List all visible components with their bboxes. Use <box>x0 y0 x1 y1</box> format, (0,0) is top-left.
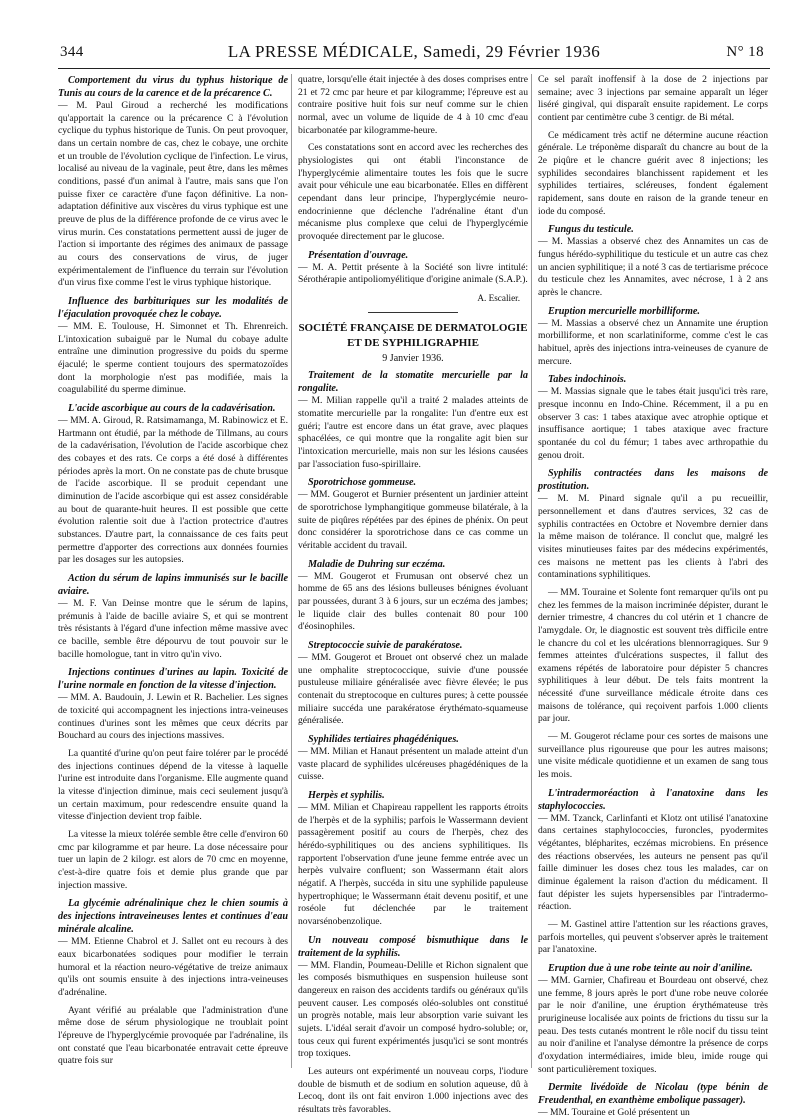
article <box>58 829 288 892</box>
article-body: — MM. E. Toulouse, H. Simonnet et Th. Ehrenreich. L'intoxication subaiguë par le Numal du cobaye adulte entraîne une diminution progressive du poids du sperme éjaculé; le sperme contient toujours des spermatozoïdes dont la morphologie n'est pas modifiée, mais la coagulabilité du sperme diminue. <box>58 321 288 396</box>
article-body: — MM. Touraine et Solente font remarquer qu'ils ont pu chez les femmes de la maison incriminée dépister, durant le dernier trimestre, 4 chancres du col utérin et 1 chancre de l'amygdale. Or, le diagnostic est souvent très difficile entre le chancre du col et les ulcérations blennorragiques. Sur 9 femmes atteintes d'ulcérations suspectes, il fallut des examens répétés de laboratoire pour dépister 5 chancres syphilitiques à leur début. De tels faits montrent la nécessité d'une surveillance médicale étroite dans ces maisons de tolérance, qui reçoivent parfois 1.000 clients par jour. <box>538 586 768 725</box>
article <box>58 666 288 743</box>
article <box>538 962 768 1076</box>
article <box>58 572 288 661</box>
column-2 <box>298 74 528 1115</box>
article-body: — MM. Milian et Chapireau rappellent les rapports étroits de l'herpès et de la syphilis; parfois le Wassermann devient passagèrement positif au cours de l'herpès, chez des hérédo-syphilitiques ou des anciens syphilitiques. Ils rapportent l'observation d'une jeune femme entrée avec un herpès vulvaire confluent; son Wassermann était alors négatif. A l'herpès, succéda in situ une syphilide papuleuse hypertrophique; le Wassermann était devenu positif, et une roséole fut déclenchée par le traitement novarsénobenzolique. <box>298 801 528 927</box>
article-body: — M. Gastinel attire l'attention sur les réactions graves, parfois mortelles, qui peuvent s'observer après le traitement par l'anatoxine. <box>538 919 768 956</box>
article <box>58 897 288 999</box>
page-header <box>58 40 770 69</box>
article <box>58 1005 288 1068</box>
article-body: quatre, lorsqu'elle était injectée à des doses comprises entre 21 et 72 cmc par heure et par kilogramme; l'épreuve est au contraire positive huit fois sur neuf comme sur le chien normal, avec un volume de liquide de 4 à 10 cmc d'eau bicarbonatée par kilogramme-heure. <box>298 74 528 136</box>
article-heading: Injections continues d'urines au lapin. Toxicité de l'urine normale en fonction de la vitesse d'injection. <box>58 667 288 692</box>
article <box>298 249 528 287</box>
article-heading: Streptococcie suivie de parakératose. <box>308 639 463 651</box>
article-heading: Herpès et syphilis. <box>308 789 385 801</box>
section-divider <box>368 312 458 313</box>
article-heading: L'acide ascorbique au cours de la cadavérisation. <box>68 402 276 414</box>
article-body: — M. Massias a observé chez un Annamite une éruption morbilliforme, et non scarlatiniforme, comme c'est le cas habituel, après des injections intra-veineuses de cyanure de mercure. <box>538 317 768 367</box>
article <box>58 295 288 397</box>
article <box>298 476 528 552</box>
article <box>538 130 768 219</box>
article-body: Les auteurs ont expérimenté un nouveau corps, l'iodure double de bismuth et de sodium en solution aqueuse, dû à Lecoq, dont ils ont fait environ 1.000 injections avec des résultats très favorables. <box>298 1065 528 1115</box>
article-heading: Fungus du testicule. <box>548 224 634 236</box>
article-body: — M. Paul Giroud a recherché les modifications qu'apportait la carence ou la précarence C à l'évolution cyclique du typhus historique de Tunis. On peut provoquer, dans un certain nombre de cas, chez le cobaye, une orchite et un trouble de l'évolution cyclique de l'infection. Le virus, localisé au niveau de la vaginale, peut être, dans les mêmes conditions, passé d'un animal à l'autre, mais sans que l'on puisse fixer ce caractère d'une façon définitive. La non-adaptation définitive aux viscères du virus typhique est une preuve de plus de la différence profonde de ce virus avec le virus murin. Ces constatations permettent aussi de juger de l'action si importante des régimes des animaux de passage au cours des conservations de virus, de juger expérimentalement de l'influence du terrain sur l'évolution d'un virus fixe comme l'est le virus typhique historique. <box>58 100 288 289</box>
article-body: — MM. Gougerot et Frumusan ont observé chez un homme de 65 ans des lésions bulleuses bénignes évoluant par poussées, durant 3 à 6 jours, sur un eczéma des jambes; le liquide clair des bulles contenait 80 pour 100 d'éosinophiles. <box>298 570 528 633</box>
article-body: — MM. Flandin, Poumeau-Delille et Richon signalent que les composés bismuthiques en suspension huileuse sont dangereux en raison des accidents tardifs ou généraux qu'ils peuvent causer. Les composés oléo-solubles ont constitué un progrès notable, mais leur absorption varie suivant les sujets. L'idéal serait d'avoir un composé hydro-soluble; or, tous ceux qui furent expérimentés jusqu'ici se sont montrés trop toxiques. <box>298 959 528 1060</box>
article <box>298 789 528 929</box>
article <box>538 467 768 582</box>
article-body: Ce médicament très actif ne détermine aucune réaction générale. Le tréponème disparaît du chancre au bout de la 2e piqûre et le chancre guérit avec 8 injections; les syphilides secondaires blanchissent rapidement et les syphilides tertiaires, scléreuses, fondent également rapidement, sans doute en raison de la grande teneur en iode du composé. <box>538 129 768 217</box>
article-heading: Syphilis contractées dans les maisons de prostitution. <box>538 468 768 493</box>
article-body: — M. Massias a observé chez des Annamites un cas de fungus hérédo-syphilitique du testicule et un autre cas chez un ancien syphilitique; il a noté 3 cas de tertiarisme précoce du testicule chez les Annamites, avec nécrose, 1 à 2 ans après le chancre. <box>538 236 768 298</box>
article-body: — M. Milian rappelle qu'il a traité 2 malades atteints de stomatite mercurielle par la rongalite: l'un d'entre eux est guéri; l'autre est encore dans un état grave, avec plaques sphacélées, ce qui montre que la rongalite agit bien sur l'intoxication mercurielle, mais non sur les lésions causées par l'association fuso-spirillaire. <box>298 395 528 470</box>
article-body: Ces constatations sont en accord avec les recherches des physiologistes qui ont établi l'inconstance de l'hyperglycémie alimentaire toutes les fois que le sucre avait pour véhicule une eau bicarbonatée. Elles en diffèrent cependant dans leur principe, l'hyperglycémie neuro-endocrinienne que déclenche l'adrénaline étant d'un mécanisme plus complexe que celui de l'hyperglycémie provoquée directement par le glucose. <box>298 142 528 242</box>
article-body: — MM. Milian et Hanaut présentent un malade atteint d'un vaste placard de syphilides ulcéreuses phagédéniques de la cuisse. <box>298 745 528 783</box>
article <box>298 74 528 137</box>
article <box>298 142 528 243</box>
section-title: SOCIÉTÉ FRANÇAISE DE DERMATOLOGIE ET DE SYPHILIGRAPHIE <box>298 322 528 349</box>
article-body: Ce sel paraît inoffensif à la dose de 2 injections par semaine; avec 3 injections par semaine apparaît un léger liséré gingival, qui disparaît ensuite rapidement. Le corps contient par centimètre cube 3 centigr. de Bi métal. <box>538 74 768 123</box>
column-1 <box>58 74 288 1068</box>
article-body: — MM. A. Giroud, R. Ratsimamanga, M. Rabinowicz et E. Hartmann ont étudié, par la méthode de Tillmans, au cours de la cadavérisation, l'évolution de l'acide ascorbique chez des cobayes et des rats. Ce corps a été dosé à différentes périodes après la mort. On ne constate pas de chute brusque de l'acide ascorbique. Il se produit cependant une diminution de l'acide ascorbique qui est assez considérable au bout de quarante-huit heures. Il est possible que cette évolution ralentie soit due à l'action protectrice d'autres substances. D'autre part, la connaissance de ces faits peut permettre d'apporter des corrections aux données fournies par les dosages sur les autopsies. <box>58 415 288 566</box>
article-heading: Sporotrichose gommeuse. <box>308 477 417 489</box>
article <box>58 74 288 290</box>
article-body: Ayant vérifié au préalable que l'administration d'une même dose de sérum physiologique ne troublait point l'épreuve de l'hyperglycémie provoquée par l'adrénaline, ils ont constaté que l'eau bicarbonatée entravait cette épreuve quatre fois sur <box>58 1004 288 1067</box>
article-heading: La glycémie adrénalinique chez le chien soumis à des injections intraveineuses lentes et continues d'eau minérale alcaline. <box>58 898 288 936</box>
column-3 <box>538 74 768 1119</box>
article-heading: Dermite livédoïde de Nicolau (type bénin de Freudenthal, en exanthème embolique passager). <box>538 1082 768 1107</box>
article-heading: Eruption mercurielle morbilliforme. <box>548 305 700 317</box>
article-body: — MM. Etienne Chabrol et J. Sallet ont eu recours à des eaux bicarbonatées sodiques pour modifier le terrain humoral et la réaction neuro-végétative de treize animaux qu'ils ont soumis ensuite à des injections intra-veineuses d'adrénaline. <box>58 936 288 998</box>
article <box>538 919 768 957</box>
article-body: — M. Gougerot réclame pour ces sortes de maisons une surveillance plus rigoureuse que pour les autres maisons; une visite médicale quotidienne et un examen de sang tous les mois. <box>538 731 768 781</box>
journal-title: LA PRESSE MÉDICALE, Samedi, 29 Février 1936 <box>227 42 601 61</box>
article-body: — MM. Touraine et Golé présentent un <box>538 1107 690 1119</box>
article <box>538 74 768 125</box>
article <box>538 787 768 914</box>
article <box>538 373 768 462</box>
article <box>538 731 768 782</box>
article-heading: Traitement de la stomatite mercurielle par la rongalite. <box>298 370 528 395</box>
article-heading: Un nouveau composé bismuthique dans le traitement de la syphilis. <box>298 934 528 959</box>
article-body: — MM. Gougerot et Brouet ont observé chez un malade une omphalite streptococcique, suivie d'une poussée pustuleuse miliaire généralisée avec fièvre élevée; le pus contenait du streptocoque en cultures pures; à cette poussée miliaire succéda une parakératose érythémato-squameuse généralisée. <box>298 651 528 727</box>
article <box>538 587 768 726</box>
article <box>538 1081 768 1120</box>
article <box>58 748 288 824</box>
article <box>58 402 288 567</box>
article <box>298 558 528 634</box>
column-divider <box>531 74 532 1068</box>
article-body: — MM. Garnier, Chafireau et Bourdeau ont observé, chez une femme, 8 jours après le port d'une robe neuve colorée par le noir d'aniline, une éruption érythémateuse très prurigineuse localisée aux points de frictions du tissu sur la peau. Des tests cutanés montrent le rôle nocif du tissu teint au noir d'aniline et l'analyse démontre la présence de corps d'oxydation intermédiaires, imide bleu, imide rouge qui sont particulièrement toxiques. <box>538 975 768 1075</box>
article-body: La vitesse la mieux tolérée semble être celle d'environ 60 cmc par kilogramme et par heure. La dose nécessaire pour tuer un lapin de 2 kilogr. est alors de 70 cmc en moyenne, c'est-à-dire quatre fois et demie plus grande que par injection massive. <box>58 828 288 891</box>
article-body: — M. M. Pinard signale qu'il a pu recueillir, personnellement et dans d'autres services, 32 cas de syphilis contractées en Octobre et Novembre dernier dans la même maison de tolérance. Il conclut que, malgré les visites minutieuses faites par des médecins expérimentés, ces maisons ne mettent pas les clients à l'abri des contaminations syphilitiques. <box>538 493 768 581</box>
article-body: — M. Massias signale que le tabes était jusqu'ici très rare, presque inconnu en Indo-Chine. Récemment, il a pu en observer 3 cas: 1 tabes ataxique avec atrophie optique et insuffisance aortique; 1 tabes ataxique avec fracture spontanée du col du fémur; 1 tabes avec arthropathie du genou droit. <box>538 386 768 461</box>
issue-number: N° 18 <box>726 44 764 60</box>
article <box>298 934 528 1061</box>
article-heading: Eruption due à une robe teinte au noir d'aniline. <box>548 963 753 975</box>
article-heading: Tabes indochinois. <box>548 374 627 386</box>
page-number: 344 <box>60 44 84 60</box>
article-heading: Comportement du virus du typhus historique de Tunis au cours de la carence et de la précarence C. <box>58 75 288 100</box>
article-heading: Syphilides tertiaires phagédéniques. <box>308 733 459 745</box>
article <box>538 305 768 369</box>
article-heading: Influence des barbituriques sur les modalités de l'éjaculation provoquée chez le cobaye. <box>58 295 288 320</box>
article <box>298 1066 528 1117</box>
article <box>298 733 528 784</box>
article-heading: Action du sérum de lapins immunisés sur le bacille aviaire. <box>58 572 288 597</box>
article <box>298 369 528 471</box>
signature: A. Escalier. <box>477 292 520 303</box>
session-date: 9 Janvier 1936. <box>382 353 444 365</box>
article-body: — MM. Tzanck, Carlinfanti et Klotz ont utilisé l'anatoxine dans certaines staphylococcies, furoncles, pyodermites végétantes, blépharites, eczémas microbiens. En présence des réactions observées, les auteurs ne pensent pas qu'il faille diminuer les doses chez tous les malades, car on diminue également la raison d'action du médicament. Il faut dépister les sujets hypersensibles par l'intradermo-réaction. <box>538 812 768 913</box>
article <box>298 639 528 728</box>
article-heading: Maladie de Duhring sur eczéma. <box>308 558 446 570</box>
column-divider <box>291 74 292 1068</box>
article <box>538 223 768 299</box>
article-heading: L'intradermoréaction à l'anatoxine dans les staphylococcies. <box>538 787 768 812</box>
article-body: — MM. A. Baudouin, J. Lewin et R. Bachelier. Les signes de toxicité qui accompagnent les injections intra-veineuses continues d'urines sont les mêmes que ceux décrits par Bouchard au cours des injections massives. <box>58 692 288 742</box>
article-body: — M. F. Van Deinse montre que le sérum de lapins, prémunis à l'aide de bacille aviaire S, et qui se montrent très résistants à l'égard d'une infection même massive avec ce bacille, semble être dépourvu de tout pouvoir sur le bacille homologue, tant in vitro qu'in vivo. <box>58 597 288 660</box>
article-body: La quantité d'urine qu'on peut faire tolérer par le procédé des injections continues dépend de la vitesse à laquelle l'urine est introduite dans l'organisme. Elle augmente quand la vitesse d'injection diminue, mais ceci seulement jusqu'à un certain maximum, pour redescendre ensuite quand la vitesse d'injection devient trop faible. <box>58 747 288 823</box>
article-body: — M. A. Pettit présente à la Société son livre intitulé: Sérothérapie antipoliomyélitique d'origine animale (S.A.P.). <box>298 261 528 286</box>
article-heading: Présentation d'ouvrage. <box>308 249 409 261</box>
article-body: — MM. Gougerot et Burnier présentent un jardinier atteint de sporotrichose lymphangitique gommeuse bilatérale, à la suite de piqûres répétées par des épines de phénix. On peut donc considérer la sporotrichose dans ce cas comme un véritable accident du travail. <box>298 489 528 551</box>
